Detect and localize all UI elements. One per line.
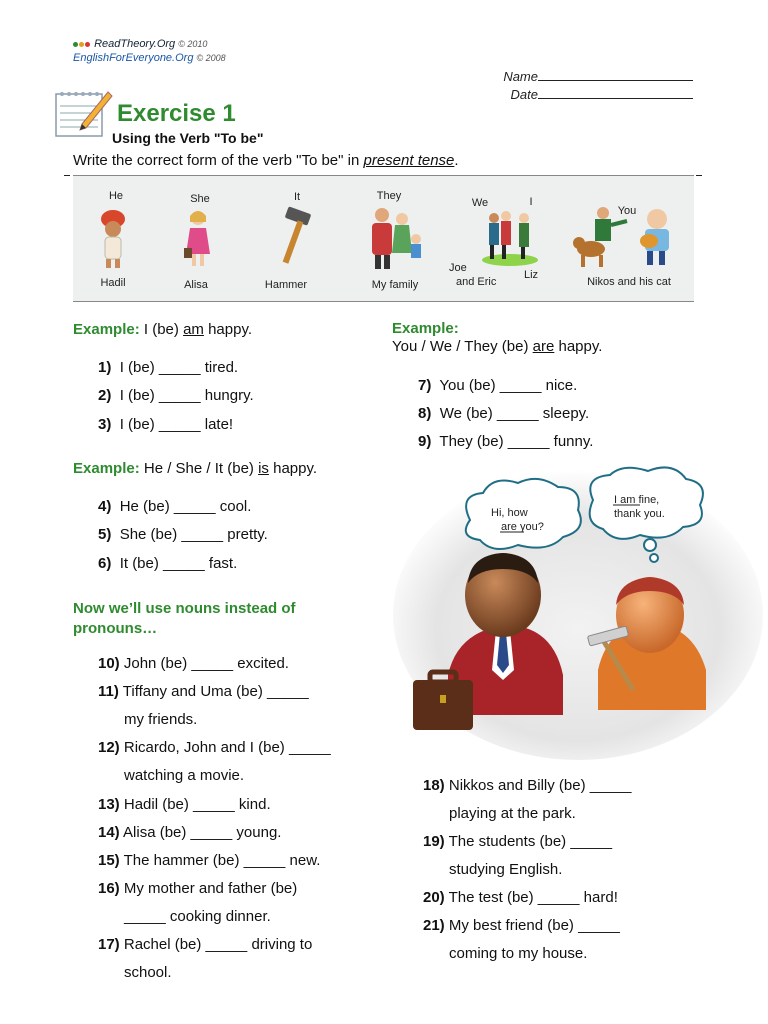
question-text: We (be) _____ sleepy. [439, 405, 590, 422]
example-text-post: happy. [554, 338, 603, 355]
question-1 [98, 359, 238, 377]
nouns-instruction [73, 599, 296, 639]
question-8 [418, 405, 589, 423]
example-text-post: happy. [268, 460, 318, 477]
right-rule-mark [696, 175, 702, 176]
caption-liz: Liz [524, 269, 539, 281]
notepad-pencil-icon [52, 88, 114, 140]
caption-alisa: Alisa [184, 279, 208, 291]
question-text: The hammer (be) _____ new. [123, 852, 321, 869]
question-7 [418, 377, 577, 395]
boy-hadil-icon [93, 205, 133, 270]
nikos-and-cat-icon [573, 205, 673, 271]
pronoun-you: You [617, 205, 637, 217]
question-number: 1) [98, 359, 112, 376]
question-text: They (be) _____ funny. [439, 433, 594, 450]
example-text-post: happy. [203, 321, 252, 338]
hammer-icon [266, 206, 316, 268]
question-number: 9) [418, 433, 432, 450]
question-number: 2) [98, 387, 112, 404]
pronoun-they: They [376, 190, 402, 202]
question-16 [98, 880, 297, 898]
nouns-instruction-line2: pronouns… [73, 620, 158, 637]
name-label: Name [503, 69, 538, 84]
example-you-we-they-are [392, 320, 602, 356]
logo-dots-icon [73, 38, 91, 50]
question-number: 5) [98, 526, 112, 543]
question-number: 18) [423, 777, 445, 794]
question-21-continued: coming to my house. [449, 945, 588, 962]
example-text-pre: You / We / They (be) [392, 338, 533, 355]
bubble-texts [388, 465, 768, 585]
question-20 [423, 889, 618, 907]
instruction-suffix: . [454, 152, 459, 169]
question-number: 13) [98, 796, 120, 813]
question-number: 6) [98, 555, 112, 572]
question-19 [423, 833, 612, 851]
logo2-copyright: © 2008 [196, 53, 226, 63]
question-number: 12) [98, 739, 120, 756]
example-text-pre: He / She / It (be) [139, 460, 259, 477]
instructions [73, 152, 459, 169]
date-field [480, 86, 693, 102]
question-text: He (be) _____ cool. [119, 498, 252, 515]
question-number: 21) [423, 917, 445, 934]
question-14 [98, 824, 281, 842]
family-icon [364, 205, 426, 271]
question-text: Ricardo, John and I (be) _____ [123, 739, 331, 756]
bubble-right-line2: thank you. [614, 508, 665, 520]
left-rule-mark [64, 175, 70, 176]
question-16-continued: _____ cooking dinner. [124, 908, 271, 925]
example-he-she-it-is [73, 460, 317, 478]
example-label: Example: [73, 321, 140, 338]
example-i-am [73, 321, 252, 339]
question-text: Rachel (be) _____ driving to [123, 936, 313, 953]
question-19-continued: studying English. [449, 861, 563, 878]
question-text: You (be) _____ nice. [439, 377, 578, 394]
girl-alisa-icon [180, 208, 216, 270]
question-17-continued: school. [124, 964, 172, 981]
question-10 [98, 655, 289, 673]
readtheory-logo [73, 38, 207, 50]
question-text: The students (be) _____ [448, 833, 613, 850]
question-2 [98, 387, 254, 405]
question-4 [98, 498, 251, 516]
question-number: 14) [98, 824, 120, 841]
caption-and-eric: and Eric [456, 276, 497, 288]
question-number: 19) [423, 833, 445, 850]
question-3 [98, 416, 233, 434]
example-answer: am [183, 321, 204, 338]
logo1-name: ReadTheory.Org [94, 38, 176, 50]
pronoun-she: She [190, 193, 210, 205]
name-blank [538, 68, 693, 81]
question-text: I (be) _____ tired. [119, 359, 239, 376]
caption-hammer: Hammer [264, 279, 308, 291]
pronoun-he: He [108, 190, 124, 202]
exercise-subtitle: Using the Verb "To be" [112, 130, 264, 146]
englishforeveryone-logo [73, 52, 226, 64]
example-answer: is [258, 460, 269, 477]
pronoun-we: We [471, 197, 489, 209]
question-12-continued: watching a movie. [124, 767, 245, 784]
question-number: 11) [98, 683, 119, 700]
question-12 [98, 739, 331, 757]
pronoun-it: It [293, 191, 301, 203]
caption-hadil: Hadil [100, 277, 126, 289]
logo2-name: EnglishForEveryone.Org [73, 52, 194, 64]
example-answer: are [532, 338, 555, 355]
bubble-left-line1: Hi, how [491, 507, 528, 519]
date-label: Date [510, 87, 538, 102]
question-text: I (be) _____ hungry. [119, 387, 254, 404]
question-number: 15) [98, 852, 120, 869]
question-number: 7) [418, 377, 432, 394]
logo1-copyright: © 2010 [178, 39, 208, 49]
question-number: 17) [98, 936, 120, 953]
question-text: Tiffany and Uma (be) _____ [122, 683, 309, 700]
caption-my-family: My family [371, 279, 419, 291]
question-text: My mother and father (be) [123, 880, 298, 897]
question-number: 8) [418, 405, 432, 422]
instruction-prefix: Write the correct form of the verb "To be" in [73, 152, 364, 169]
question-18-continued: playing at the park. [449, 805, 576, 822]
caption-nikos-and-cat: Nikos and his cat [587, 276, 671, 288]
question-17 [98, 936, 312, 954]
question-6 [98, 555, 237, 573]
question-21 [423, 917, 620, 935]
question-text: Alisa (be) _____ young. [123, 824, 282, 841]
nouns-instruction-line1: Now we’ll use nouns instead of [73, 600, 296, 617]
question-11 [98, 683, 309, 701]
question-text: It (be) _____ fast. [119, 555, 238, 572]
question-9 [418, 433, 593, 451]
exercise-title: Exercise 1 [117, 100, 236, 127]
question-text: She (be) _____ pretty. [119, 526, 268, 543]
name-field [480, 68, 693, 84]
question-text: Nikkos and Billy (be) _____ [448, 777, 632, 794]
question-text: John (be) _____ excited. [123, 655, 289, 672]
caption-joe: Joe [449, 262, 467, 274]
question-18 [423, 777, 631, 795]
question-15 [98, 852, 320, 870]
question-number: 20) [423, 889, 445, 906]
question-text: I (be) _____ late! [119, 416, 234, 433]
question-text: Hadil (be) _____ kind. [123, 796, 271, 813]
question-13 [98, 796, 271, 814]
instruction-emphasis: present tense [363, 152, 455, 169]
date-blank [538, 86, 693, 99]
bubble-right-line1: I am fine, [614, 494, 660, 506]
example-label: Example: [73, 460, 140, 477]
question-11-continued: my friends. [124, 711, 198, 728]
question-number: 4) [98, 498, 112, 515]
question-5 [98, 526, 268, 544]
bubble-left-line2: are you? [501, 521, 544, 533]
question-text: The test (be) _____ hard! [448, 889, 618, 906]
we-group-icon [480, 208, 540, 268]
pronoun-i: I [529, 196, 533, 208]
question-text: My best friend (be) _____ [448, 917, 620, 934]
example-text-pre: I (be) [139, 321, 184, 338]
example-label: Example: [392, 320, 459, 337]
question-number: 16) [98, 880, 120, 897]
question-number: 3) [98, 416, 112, 433]
question-number: 10) [98, 655, 120, 672]
